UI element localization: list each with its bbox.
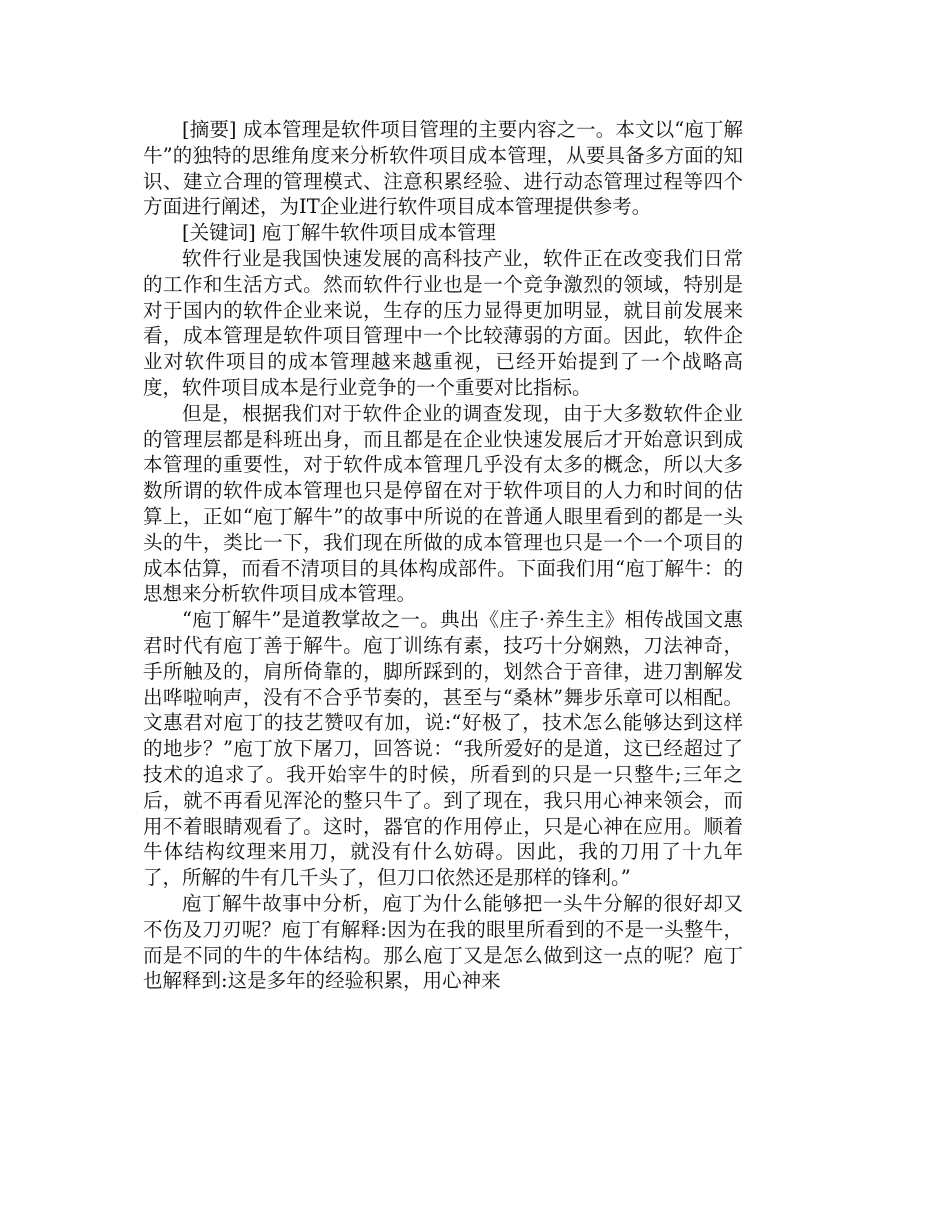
keywords-paragraph	[143, 220, 743, 246]
keywords-tag: [关键词]	[182, 221, 256, 245]
abstract-tag: [摘要]	[182, 118, 237, 141]
body-paragraph-3: “庖丁解牛”是道教掌故之一。典出《庄子·养生主》相传战国文惠君时代有庖丁善于解牛。庖丁训练有素，技巧十分娴熟，刀法神奇，手所触及的，肩所倚靠的，脚所踩到的，划然合于音律，进刀割解发出哗啦响声，没有不合乎节奏的，甚至与“桑林”舞步乐章可以相配。文惠君对庖丁的技艺赞叹有加，说:“好极了，技术怎么能够达到这样的地步？”庖丁放下屠刀，回答说：“我所爱好的是道，这已经超过了技术的追求了。我开始宰牛的时候，所看到的只是一只整牛;三年之后，就不再看见浑沦的整只牛了。到了现在，我只用心神来领会，而用不着眼睛观看了。这时，器官的作用停止，只是心神在应用。顺着牛体结构纹理来用刀，就没有什么妨碍。因此，我的刀用了十九年了，所解的牛有几千头了，但刀口依然还是那样的锋利。”	[143, 608, 743, 890]
document-body	[143, 117, 743, 994]
body-paragraph-2: 但是，根据我们对于软件企业的调查发现，由于大多数软件企业的管理层都是科班出身，而且都是在企业快速发展后才开始意识到成本管理的重要性，对于软件成本管理几乎没有太多的概念，所以大多数所谓的软件成本管理也只是停留在对于软件项目的人力和时间的估算上，正如“庖丁解牛”的故事中所说的在普通人眼里看到的都是一头头的牛，类比一下，我们现在所做的成本管理也只是一个一个项目的成本估算，而看不清项目的具体构成部件。下面我们用“庖丁解牛：的思想来分析软件项目成本管理。	[143, 401, 743, 606]
body-paragraph-4: 庖丁解牛故事中分析，庖丁为什么能够把一头牛分解的很好却又不伤及刀刃呢？庖丁有解释:因为在我的眼里所看到的不是一头整牛，而是不同的牛的牛体结构。那么庖丁又是怎么做到这一点的呢？庖丁也解释到:这是多年的经验积累，用心神来	[143, 891, 743, 993]
body-paragraph-1: 软件行业是我国快速发展的高科技产业，软件正在改变我们日常的工作和生活方式。然而软件行业也是一个竞争激烈的领域，特别是对于国内的软件企业来说，生存的压力显得更加明显，就目前发展来看，成本管理是软件项目管理中一个比较薄弱的方面。因此，软件企业对软件项目的成本管理越来越重视，已经开始提到了一个战略高度，软件项目成本是行业竞争的一个重要对比指标。	[143, 246, 743, 399]
abstract-paragraph	[143, 117, 743, 220]
keywords-text: 庖丁解牛软件项目成本管理	[255, 221, 496, 245]
abstract-text: 成本管理是软件项目管理的主要内容之一。本文以“庖丁解牛”的独特的思维角度来分析软件项目成本管理，从要具备多方面的知识、建立合理的管理模式、注意积累经验、进行动态管理过程等四个方面进行阐述，为IT企业进行软件项目成本管理提供参考。	[143, 118, 744, 219]
